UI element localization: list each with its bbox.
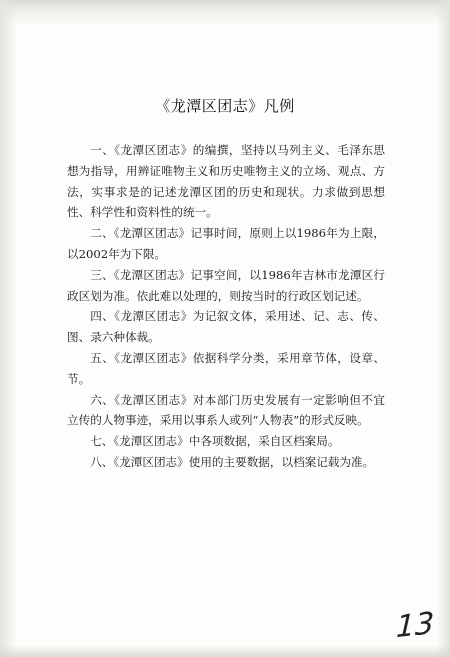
document-body xyxy=(67,140,385,473)
scan-shadow-bottom xyxy=(0,645,450,657)
document-title: 《龙潭区团志》凡例 xyxy=(155,97,295,115)
paragraph-2: 二、《龙潭区团志》记事时间，原则上以1986年为上限，以2002年为下限。 xyxy=(67,226,385,261)
paragraph-5: 五、《龙潭区团志》依据科学分类，采用章节体，设章、节。 xyxy=(67,350,385,386)
paragraph-7: 七、《龙潭区团志》中各项数据，采自区档案局。 xyxy=(90,434,340,449)
scan-shadow-top xyxy=(0,0,450,26)
paragraph-1: 一、《龙潭区团志》的编撰，坚持以马列主义、毛泽东思想为指导，用辨证唯物主义和历史唯物主义的立场、观点、方法，实事求是的记述龙潭区团的历史和现状。力求做到思想性、科学性和资料性的统一。 xyxy=(67,143,385,220)
handwritten-page-number: 13 xyxy=(395,605,435,646)
paragraph-8: 八、《龙潭区团志》使用的主要数据，以档案记载为准。 xyxy=(90,454,375,469)
paragraph-4: 四、《龙潭区团志》为记叙文体，采用述、记、志、传、图、录六种体裁。 xyxy=(67,309,385,345)
paragraph-3: 三、《龙潭区团志》记事空间，以1986年吉林市龙潭区行政区划为准。依此难以处理的，则按当时的行政区划记述。 xyxy=(67,267,385,303)
paragraph-6: 六、《龙潭区团志》对本部门历史发展有一定影响但不宜立传的人物事迹，采用以事系人或列“人物表”的形式反映。 xyxy=(67,392,385,428)
